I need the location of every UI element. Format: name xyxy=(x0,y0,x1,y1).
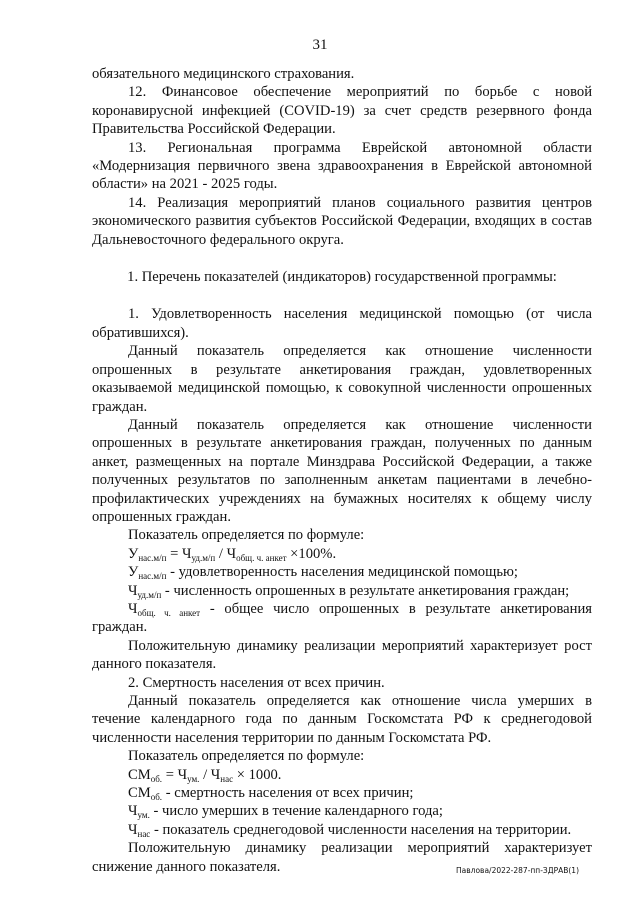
formula-symbol: Ч xyxy=(226,545,237,562)
document-body xyxy=(92,65,592,876)
indicator-1-definition-1: Данный показатель определяется как отношение численности опрошенных в результате анкетирования граждан, удовлетворенных оказываемой медицинской помощью, к совокупной численности опрошенных граждан. xyxy=(92,343,592,415)
formula-tail: ×100%. xyxy=(286,545,337,562)
formula-operator: = xyxy=(166,545,182,562)
formula-1 xyxy=(92,545,592,563)
paragraph-continuation: обязательного медицинского страхования. xyxy=(92,66,355,82)
formula-symbol: Ч xyxy=(181,545,192,562)
formula-symbol: Ч xyxy=(210,766,221,783)
formula-1-definition: $Ч_{уд.м/п}$ - численность опрошенных в результате анкетирования граждан; xyxy=(128,582,570,600)
indicator-2-dynamic: Положительную динамику реализации мероприятий характеризует снижение данного показателя. xyxy=(92,840,592,875)
formula-subscript: уд.м/п xyxy=(191,552,216,563)
list-item-12: 12. Финансовое обеспечение мероприятий по борьбе с новой коронавирусной инфекцией (COVID-19) за счет средств резервного фонда Правительства Российской Федерации. xyxy=(92,84,592,138)
formula-operator: / xyxy=(199,766,211,783)
formula-2-definition: $Ч_{нас}$ - показатель среднегодовой численности населения на территории. xyxy=(128,821,572,839)
formula-symbol: У xyxy=(128,545,139,562)
indicator-2-definition: Данный показатель определяется как отношение числа умерших в течение календарного года по данным Госкомстата РФ к среднегодовой численности населения территории по данным Госкомстата РФ. xyxy=(92,693,592,746)
formula-subscript: нас xyxy=(220,773,234,784)
formula-operator: = xyxy=(162,766,178,783)
document-code: Павлова/2022-287-пп-ЗДРАВ(1) xyxy=(456,866,579,875)
list-item-13: 13. Региональная программа Еврейской автономной области «Модернизация первичного звена здравоохранения в Еврейской автономной области» на 2021 - 2025 годы. xyxy=(92,139,592,193)
section-heading: 1. Перечень показателей (индикаторов) государственной программы: xyxy=(127,269,557,286)
indicator-1-title: 1. Удовлетворенность населения медицинской помощью (от числа обратившихся). xyxy=(92,306,592,341)
formula-subscript: общ. ч. анкет xyxy=(236,552,287,563)
formula-symbol: Ч xyxy=(177,766,188,783)
formula-operator: / xyxy=(215,545,227,562)
page-number: 31 xyxy=(312,37,328,53)
formula-2-definition: $СМ_{об.}$ - смертность населения от всех причин; xyxy=(128,785,414,803)
indicator-1-dynamic: Положительную динамику реализации мероприятий характеризует рост данного показателя. xyxy=(92,637,592,673)
formula-subscript: об. xyxy=(150,773,163,784)
indicator-1-definition-2: Данный показатель определяется как отношение численности опрошенных в результате анкетирования граждан, полученных по данным анкет, размещенных на портале Минздрава Российской Федерации, а также полученных результатов по заполненным анкетам пациентами в лечебно-профилактических учреждениях на бумажных носителях к общему числу опрошенных граждан. xyxy=(92,416,592,525)
formula-subscript: нас.м/п xyxy=(138,552,167,563)
formula-subscript: ум. xyxy=(187,773,200,784)
formula-2-definition: $Ч_{ум.}$ - число умерших в течение календарного года; xyxy=(128,803,443,821)
indicator-2-title: 2. Смертность населения от всех причин. xyxy=(128,674,385,691)
indicator-1-formula-intro: Показатель определяется по формуле: xyxy=(128,527,365,544)
formula-2 xyxy=(92,766,592,784)
formula-1-definition: $Ч_{общ. ч. анкет}$ - общее число опрошенных в результате анкетирования граждан. xyxy=(92,600,592,636)
indicator-2-formula-intro: Показатель определяется по формуле: xyxy=(128,748,365,765)
list-item-14: 14. Реализация мероприятий планов социального развития центров экономического развития субъектов Российской Федерации, входящих в состав Дальневосточного федерального округа. xyxy=(92,194,592,248)
formula-symbol: СМ xyxy=(128,766,151,783)
formula-tail: × 1000. xyxy=(233,766,282,783)
formula-1-definition: $У_{нас.м/п}$ - удовлетворенность населения медицинской помощью; xyxy=(128,564,518,582)
